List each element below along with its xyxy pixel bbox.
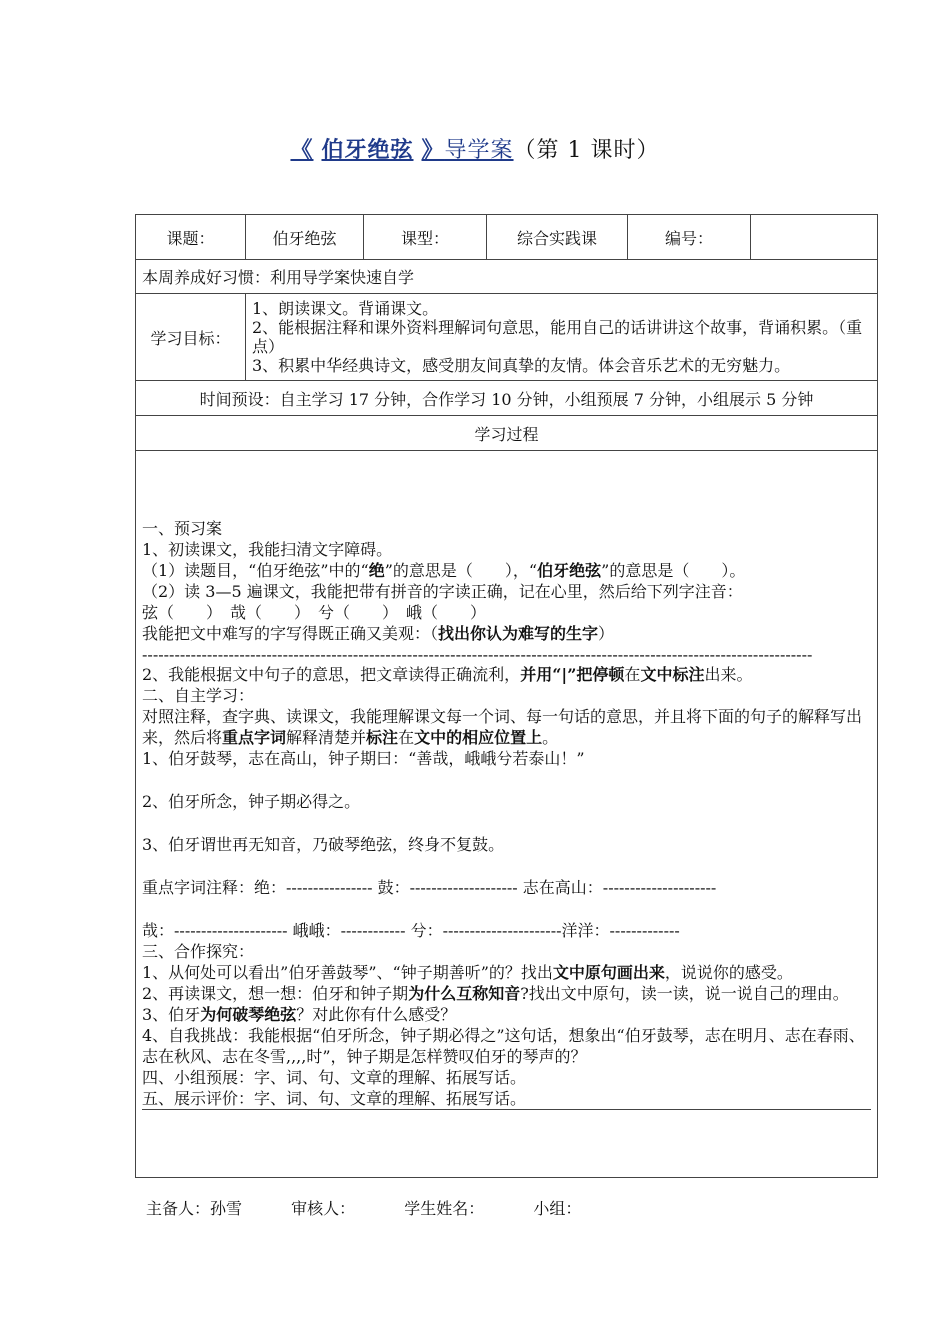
header-row: [136, 215, 878, 260]
s2-text-d: 。: [542, 728, 559, 747]
pinyin-line: 弦（ ） 哉（ ） 兮（ ） 峨（ ）: [142, 603, 487, 622]
number-value: [751, 215, 878, 260]
goals-row: [136, 294, 878, 381]
s12-text-a: 2、我能根据文中句子的意思，把文章读得正确流利，: [142, 665, 521, 684]
type-value: 综合实践课: [487, 215, 628, 260]
s3q2-text-b: ?找出文中原句，读一读，说一说自己的理由。: [520, 984, 849, 1003]
topic-value: 伯牙绝弦: [246, 215, 364, 260]
q1-text-a: （1）读题目，“伯牙绝弦”中的“: [142, 561, 369, 580]
s12-bold-a: 并用“|”把停顿: [520, 665, 625, 684]
question-1-2: （2）读 3—5 遍课文，我能把带有拼音的字读正确，记在心里，然后给下列字注音：: [142, 582, 743, 601]
section-3-q1: [142, 962, 871, 983]
section-2-intro: [142, 706, 871, 748]
s2-bold-c: 文中的相应位置上: [414, 728, 543, 747]
section-3-q3: [142, 1004, 871, 1025]
section-1-title: 一、预习案: [142, 519, 223, 538]
section-4: 四、小组预展：字、词、句、文章的理解、拓展写话。: [142, 1068, 527, 1087]
dash-separator: ----------------------------------------------------------------------------------------------------------------------------: [142, 645, 813, 664]
title-period: （第 1 课时）: [513, 138, 660, 163]
section-3-q4: 4、自我挑战：我能根据“伯牙所念，钟子期必得之”这句话，想象出“伯牙鼓琴，志在明月、志在春雨、志在秋风、志在冬雪,,,,时”，钟子期是怎样赞叹伯牙的琴声的？: [142, 1026, 865, 1066]
section-2-q3: 3、伯牙谓世再无知音，乃破琴绝弦，终身不复鼓。: [142, 835, 505, 854]
title-lesson-name: 伯牙绝弦: [321, 137, 414, 163]
time-plan-text: 时间预设：自主学习 17 分钟，合作学习 10 分钟，小组预展 7 分钟，小组展示 5 分钟: [136, 381, 878, 416]
goals-list: [246, 294, 878, 381]
s2-text-a: 对照注释，查字典、读课文，我能理解课文每一个词、每一句话的意思，并且将下面的句子的解释写出来，然后将: [142, 707, 863, 747]
process-content: [142, 518, 871, 1110]
process-title-row: [136, 416, 878, 451]
question-1-1: [142, 560, 871, 581]
section-3-q2: [142, 983, 871, 1004]
s12-text-c: 出来。: [704, 665, 753, 684]
write-line: [142, 623, 871, 644]
page-title: [0, 133, 950, 164]
goal-item: 3、积累中华经典诗文，感受朋友间真挚的友情。体会音乐艺术的无穷魅力。: [252, 356, 791, 375]
s3q2-text-a: 2、再读课文，想一想：伯牙和钟子期: [142, 984, 409, 1003]
s12-text-b: 在: [624, 665, 641, 684]
section-2-q2: 2、伯牙所念，钟子期必得之。: [142, 792, 361, 811]
habit-row: [136, 260, 878, 294]
process-title: 学习过程: [136, 416, 878, 451]
write-bold: 找出你认为难写的生字: [438, 624, 599, 643]
key-words-line-2: 哉：--------------------- 峨峨：------------ 兮：----------------------洋洋：-------------: [142, 921, 680, 940]
s3q1-text-b: ，说说你的感受。: [664, 963, 793, 982]
write-text-a: 我能把文中难写的字写得既正确又美观：（: [142, 624, 439, 643]
reviewer: 审核人：: [291, 1199, 356, 1218]
section-3-title: 三、合作探究：: [142, 942, 255, 961]
title-close: 》: [421, 137, 445, 163]
s12-bold-b: 文中标注: [640, 665, 705, 684]
group: 小组：: [533, 1199, 582, 1218]
title-open: 《: [290, 137, 314, 163]
s2-text-b: 解释清楚并: [286, 728, 367, 747]
q1-bold-a: 绝: [368, 561, 385, 580]
s3q3-text-a: 3、伯牙: [142, 1005, 201, 1024]
process-body-row: [136, 451, 878, 1178]
s3q2-bold: 为什么互称知音: [408, 984, 521, 1003]
habit-text: 本周养成好习惯：利用导学案快速自学: [136, 260, 878, 294]
number-label: 编号：: [628, 215, 751, 260]
q1-text-b: ”的意思是（ ），“: [384, 561, 538, 580]
topic-label: 课题：: [136, 215, 246, 260]
s3q1-bold: 文中原句画出来: [552, 963, 665, 982]
footer-signatures: [146, 1196, 625, 1219]
goal-item: 1、朗读课文。背诵课文。: [252, 299, 439, 318]
type-label: 课型：: [364, 215, 487, 260]
q1-text-c: ”的意思是（ ）。: [601, 561, 746, 580]
s2-bold-a: 重点字词: [222, 728, 287, 747]
write-text-b: ）: [598, 624, 615, 643]
section-5: 五、展示评价：字、词、句、文章的理解、拓展写话。: [142, 1089, 527, 1108]
s3q3-bold: 为何破琴绝弦: [200, 1005, 297, 1024]
section-2-title: 二、自主学习：: [142, 686, 255, 705]
time-plan-row: [136, 381, 878, 416]
s2-bold-b: 标注: [366, 728, 399, 747]
section-2-q1: 1、伯牙鼓琴，志在高山，钟子期曰：“善哉，峨峨兮若泰山！”: [142, 749, 585, 768]
goals-label: 学习目标：: [136, 294, 246, 381]
q1-bold-b: 伯牙绝弦: [537, 561, 602, 580]
s2-text-c: 在: [398, 728, 415, 747]
process-body: [136, 451, 878, 1178]
lesson-plan-table: [135, 214, 878, 1178]
section-1-item-2: [142, 664, 871, 685]
s3q1-text-a: 1、从何处可以看出”伯牙善鼓琴”、“钟子期善听”的？找出: [142, 963, 553, 982]
preparer: 主备人：孙雪: [146, 1199, 243, 1218]
title-suffix: 导学案: [444, 138, 514, 163]
student-name: 学生姓名：: [404, 1199, 485, 1218]
section-1-item-1: 1、初读课文，我能扫清文字障碍。: [142, 540, 393, 559]
s3q3-text-b: ？对此你有什么感受？: [296, 1005, 457, 1024]
goal-item: 2、能根据注释和课外资料理解词句意思，能用自己的话讲讲这个故事，背诵积累。（重点）: [252, 318, 863, 356]
key-words-line-1: 重点字词注释：绝：---------------- 鼓：-------------------- 志在高山：---------------------: [142, 878, 717, 897]
